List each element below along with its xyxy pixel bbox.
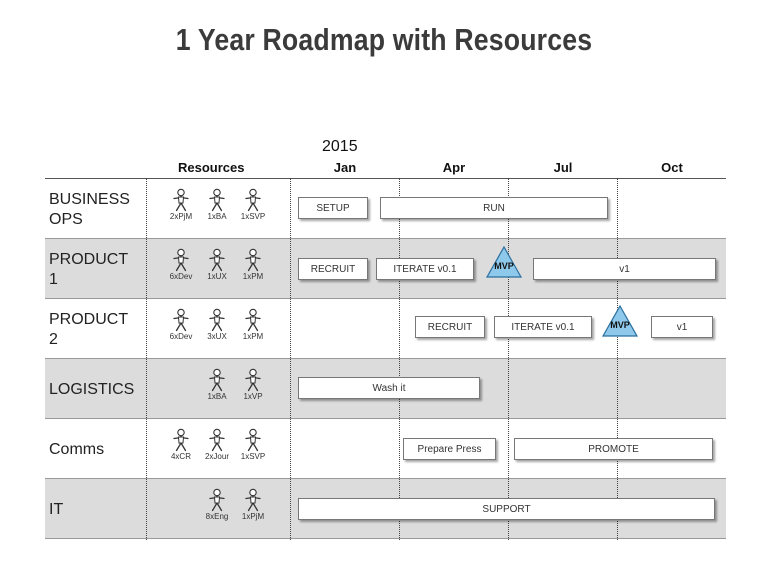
person-icon [204, 428, 230, 452]
divider [45, 298, 726, 299]
task-bar-v1: v1 [533, 258, 716, 280]
person-icon [240, 368, 266, 392]
page-title: 1 Year Roadmap with Resources [175, 22, 593, 57]
task-bar-prepare-press: Prepare Press [403, 438, 496, 460]
person-icon [168, 428, 194, 452]
resource-person: 1xPjM [240, 488, 266, 521]
person-icon [168, 248, 194, 272]
column-divider [290, 178, 291, 540]
task-bar-recruit: RECRUIT [298, 258, 368, 280]
task-bar-run: RUN [380, 197, 608, 219]
task-bar-v1: v1 [651, 316, 713, 338]
resource-person: 1xUX [204, 248, 230, 281]
person-icon [204, 248, 230, 272]
person-icon [204, 308, 230, 332]
divider [45, 478, 726, 479]
divider [45, 358, 726, 359]
month-header-oct: Oct [661, 160, 683, 175]
resource-person: 8xEng [204, 488, 230, 521]
resource-person: 6xDev [168, 308, 194, 341]
quarter-divider [399, 178, 400, 540]
person-icon [240, 428, 266, 452]
month-header-jul: Jul [553, 160, 573, 175]
milestone-mvp: MVP [485, 245, 523, 279]
resource-person: 2xPjM [168, 188, 194, 221]
year-label: 2015 [322, 138, 358, 155]
resource-person: 1xBA [204, 368, 230, 401]
column-divider [146, 178, 147, 540]
row-label-logistics: LOGISTICS [49, 381, 135, 398]
divider [45, 178, 726, 179]
task-bar-support: SUPPORT [298, 498, 715, 520]
resource-person: 1xPM [240, 248, 266, 281]
divider [45, 538, 726, 539]
row-label-product-2: PRODUCT 2 [49, 311, 129, 348]
row-label-it: IT [49, 501, 64, 518]
row-label-business-ops: BUSINESS OPS [49, 191, 130, 228]
resource-person: 1xBA [204, 188, 230, 221]
resource-person: 1xSVP [240, 428, 266, 461]
task-bar-iterate: ITERATE v0.1 [376, 258, 474, 280]
person-icon [240, 248, 266, 272]
divider [45, 418, 726, 419]
person-icon [204, 368, 230, 392]
person-icon [240, 188, 266, 212]
task-bar-recruit: RECRUIT [415, 316, 485, 338]
row-label-comms: Comms [49, 441, 105, 458]
resource-person: 1xSVP [240, 188, 266, 221]
milestone-mvp: MVP [601, 304, 639, 338]
row-label-product-1: PRODUCT 1 [49, 251, 129, 288]
resource-person: 3xUX [204, 308, 230, 341]
resource-person: 6xDev [168, 248, 194, 281]
quarter-divider [508, 178, 509, 540]
quarter-divider [617, 178, 618, 540]
resource-person: 4xCR [168, 428, 194, 461]
person-icon [168, 308, 194, 332]
resources-header: Resources [178, 160, 245, 175]
person-icon [204, 188, 230, 212]
task-bar-wash-it: Wash it [298, 377, 480, 399]
person-icon [240, 488, 266, 512]
resource-person: 1xPM [240, 308, 266, 341]
person-icon [240, 308, 266, 332]
person-icon [168, 188, 194, 212]
divider [45, 238, 726, 239]
resource-person: 2xJour [204, 428, 230, 461]
task-bar-iterate: ITERATE v0.1 [494, 316, 592, 338]
month-header-apr: Apr [442, 160, 466, 175]
month-header-jan: Jan [333, 160, 357, 175]
resource-person: 1xVP [240, 368, 266, 401]
person-icon [204, 488, 230, 512]
task-bar-setup: SETUP [298, 197, 368, 219]
task-bar-promote: PROMOTE [514, 438, 713, 460]
